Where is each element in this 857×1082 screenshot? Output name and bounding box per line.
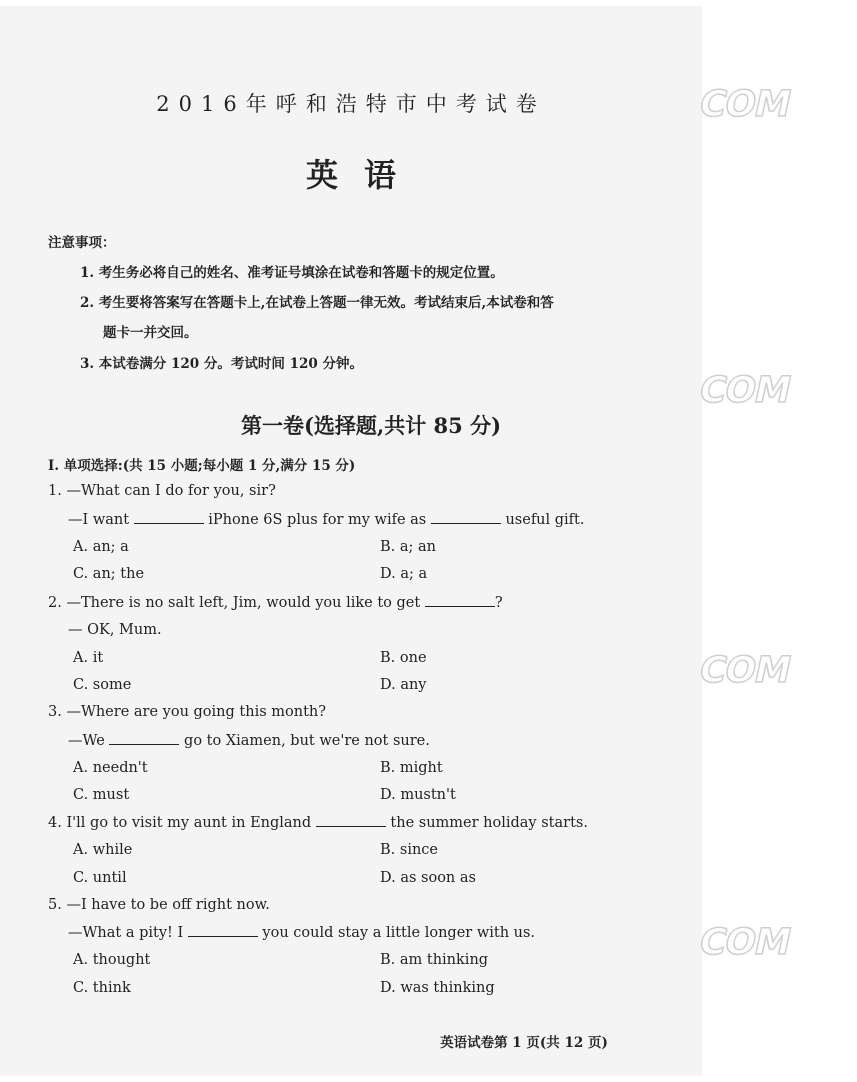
option-d: D. mustn't bbox=[380, 787, 456, 803]
notice-item: 1. 考生务必将自己的姓名、准考证号填涂在试卷和答题卡的规定位置。 bbox=[80, 265, 504, 281]
answer-blank[interactable] bbox=[425, 594, 495, 607]
question-line: — OK, Mum. bbox=[68, 622, 162, 638]
option-a: A. thought bbox=[73, 952, 151, 968]
answer-blank[interactable] bbox=[134, 511, 204, 524]
question-stem: 2. —There is no salt left, Jim, would you like to get ? bbox=[48, 595, 503, 611]
subject-title: 英语 bbox=[305, 156, 422, 194]
option-b: B. am thinking bbox=[380, 952, 489, 968]
option-b: B. a; an bbox=[380, 539, 436, 555]
option-a: A. it bbox=[73, 650, 104, 666]
watermark: COM bbox=[695, 922, 795, 963]
question-line: —I want iPhone 6S plus for my wife as useful gift. bbox=[68, 512, 585, 528]
option-a: A. while bbox=[73, 842, 133, 858]
option-c: C. an; the bbox=[73, 566, 145, 582]
option-d: D. a; a bbox=[380, 566, 428, 582]
exam-title: 2016年呼和浩特市中考试卷 bbox=[156, 92, 546, 116]
option-d: D. as soon as bbox=[380, 870, 476, 886]
section-heading: Ⅰ. 单项选择:(共 15 小题;每小题 1 分,满分 15 分) bbox=[48, 458, 356, 474]
option-b: B. since bbox=[380, 842, 438, 858]
watermark: COM bbox=[695, 370, 795, 411]
option-d: D. any bbox=[380, 677, 427, 693]
question-line: —What a pity! I you could stay a little longer with us. bbox=[68, 925, 536, 941]
option-a: A. needn't bbox=[73, 760, 148, 776]
answer-blank[interactable] bbox=[316, 814, 386, 827]
answer-blank[interactable] bbox=[431, 511, 501, 524]
question-stem: 1. —What can I do for you, sir? bbox=[48, 483, 276, 499]
option-b: B. one bbox=[380, 650, 427, 666]
watermark: COM bbox=[695, 650, 795, 691]
notice-item: 2. 考生要将答案写在答题卡上,在试卷上答题一律无效。考试结束后,本试卷和答 bbox=[80, 295, 554, 311]
notice-item: 3. 本试卷满分 120 分。考试时间 120 分钟。 bbox=[80, 356, 363, 372]
option-c: C. must bbox=[73, 787, 130, 803]
notice-item: 题卡一并交回。 bbox=[103, 325, 198, 341]
option-c: C. think bbox=[73, 980, 131, 996]
page-footer: 英语试卷第 1 页(共 12 页) bbox=[440, 1035, 608, 1051]
option-b: B. might bbox=[380, 760, 443, 776]
part-title: 第一卷(选择题,共计 85 分) bbox=[240, 413, 502, 438]
watermark: COM bbox=[695, 84, 795, 125]
option-c: C. until bbox=[73, 870, 127, 886]
option-a: A. an; a bbox=[73, 539, 129, 555]
answer-blank[interactable] bbox=[109, 732, 179, 745]
question-stem: 4. I'll go to visit my aunt in England the summer holiday starts. bbox=[48, 815, 588, 831]
question-stem: 5. —I have to be off right now. bbox=[48, 897, 270, 913]
option-d: D. was thinking bbox=[380, 980, 495, 996]
option-c: C. some bbox=[73, 677, 132, 693]
question-line: —We go to Xiamen, but we're not sure. bbox=[68, 733, 430, 749]
answer-blank[interactable] bbox=[188, 924, 258, 937]
question-stem: 3. —Where are you going this month? bbox=[48, 704, 327, 720]
notice-heading: 注意事项： bbox=[48, 235, 116, 251]
